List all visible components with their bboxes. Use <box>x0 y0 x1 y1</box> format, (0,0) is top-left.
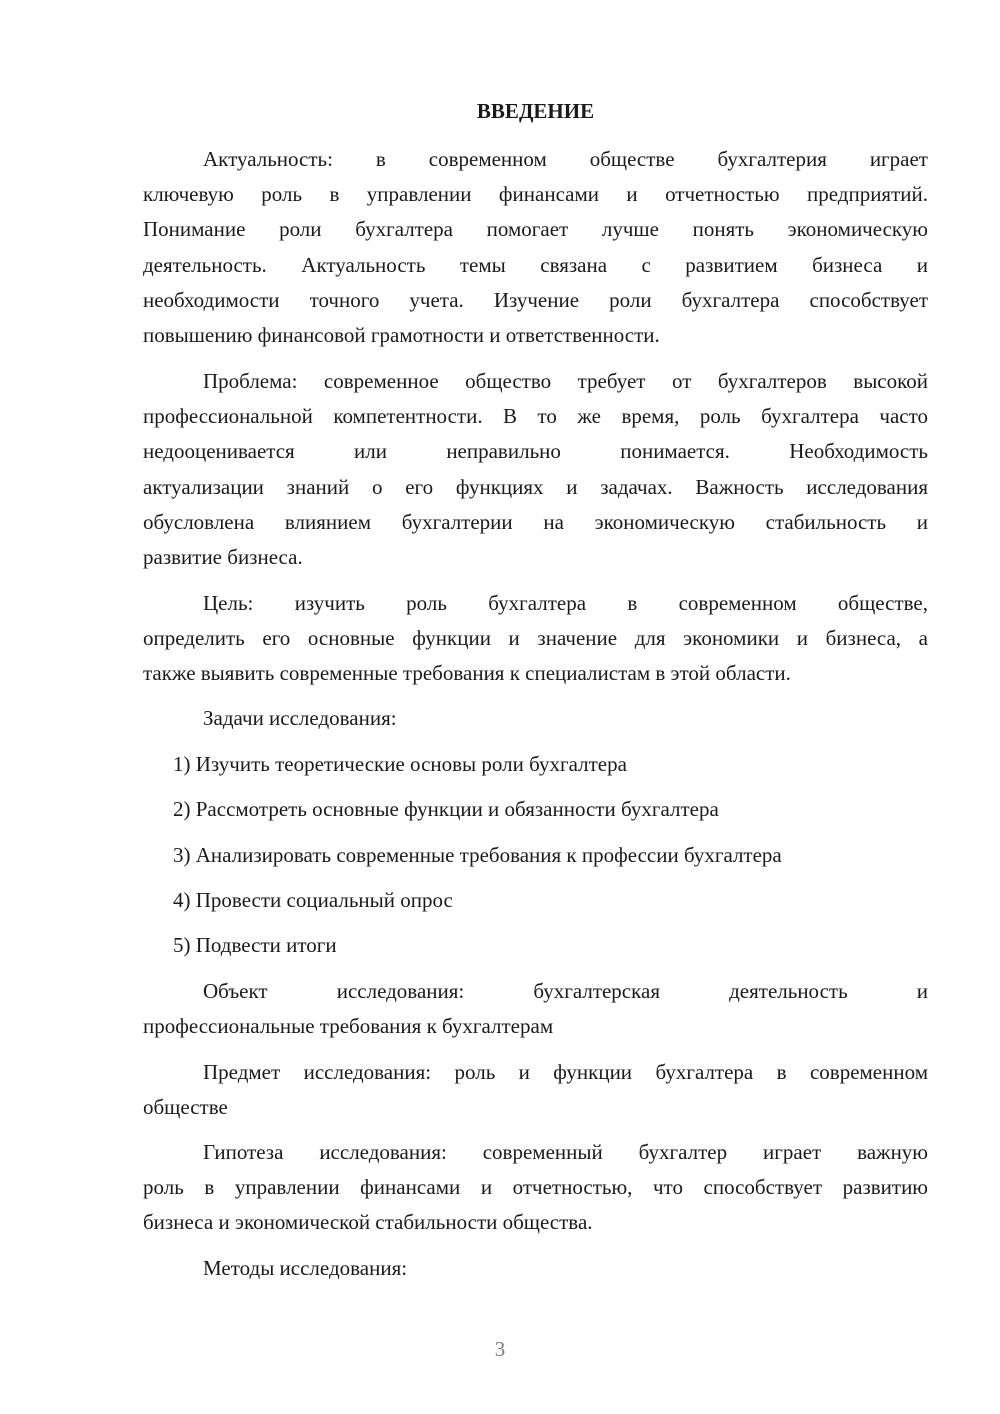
paragraph-line: роль в управлении финансами и отчетностью, что способствует развитию <box>143 1175 928 1200</box>
task-item-3 <box>143 838 928 873</box>
paragraph-line: ключевую роль в управлении финансами и отчетностью предприятий. <box>143 182 928 207</box>
page-title: ВВЕДЕНИЕ <box>476 99 595 123</box>
list-item: 1) Изучить теоретические основы роли бухгалтера <box>173 752 627 776</box>
task-item-2 <box>143 792 928 827</box>
paragraph-line: Понимание роли бухгалтера помогает лучше понять экономическую <box>143 217 928 242</box>
paragraph-line: актуализации знаний о его функциях и задачах. Важность исследования <box>143 474 928 499</box>
problem-paragraph <box>143 364 928 575</box>
paragraph-line: развитие бизнеса. <box>143 544 303 569</box>
list-item: 3) Анализировать современные требования к профессии бухгалтера <box>173 843 782 867</box>
paragraph-line: Объект исследования: бухгалтерская деятельность и <box>203 979 928 1003</box>
paragraph-line: Гипотеза исследования: современный бухгалтер играет важную <box>203 1140 928 1164</box>
task-item-1 <box>143 747 928 782</box>
paragraph-line: профессиональные требования к бухгалтерам <box>143 1014 554 1039</box>
paragraph-line: необходимости точного учета. Изучение роли бухгалтера способствует <box>143 287 928 312</box>
tasks-heading <box>143 701 928 736</box>
object-paragraph <box>143 974 928 1044</box>
methods-heading <box>143 1251 928 1286</box>
list-item: 2) Рассмотреть основные функции и обязанности бухгалтера <box>173 797 719 821</box>
paragraph-line: определить его основные функции и значение для экономики и бизнеса, а <box>143 626 928 651</box>
paragraph-line: обусловлена влиянием бухгалтерии на экономическую стабильность и <box>143 509 928 534</box>
list-item: 5) Подвести итоги <box>173 933 337 957</box>
paragraph-line: бизнеса и экономической стабильности общества. <box>143 1210 593 1235</box>
task-item-4 <box>143 883 928 918</box>
tasks-heading-text: Задачи исследования: <box>203 706 397 730</box>
paragraph-line: также выявить современные требования к специалистам в этой области. <box>143 661 791 686</box>
hypothesis-paragraph <box>143 1135 928 1241</box>
paragraph-line: деятельность. Актуальность темы связана с развитием бизнеса и <box>143 252 928 277</box>
paragraph-line: обществе <box>143 1095 228 1120</box>
paragraph-line: Предмет исследования: роль и функции бухгалтера в современном <box>203 1060 928 1084</box>
list-item: 4) Провести социальный опрос <box>173 888 453 912</box>
paragraph-line: Актуальность: в современном обществе бухгалтерия играет <box>203 147 928 171</box>
relevance-paragraph <box>143 142 928 353</box>
paragraph-line: Цель: изучить роль бухгалтера в современном обществе, <box>203 591 928 615</box>
paragraph-line: недооценивается или неправильно понимается. Необходимость <box>143 439 928 464</box>
paragraph-line: повышению финансовой грамотности и ответственности. <box>143 322 660 347</box>
paragraph-line: профессиональной компетентности. В то же время, роль бухгалтера часто <box>143 404 928 429</box>
page-number: 3 <box>494 1337 506 1361</box>
methods-heading-text: Методы исследования: <box>203 1256 408 1280</box>
paragraph-line: Проблема: современное общество требует от бухгалтеров высокой <box>203 369 928 393</box>
task-item-5 <box>143 928 928 963</box>
goal-paragraph <box>143 586 928 692</box>
subject-paragraph <box>143 1055 928 1125</box>
